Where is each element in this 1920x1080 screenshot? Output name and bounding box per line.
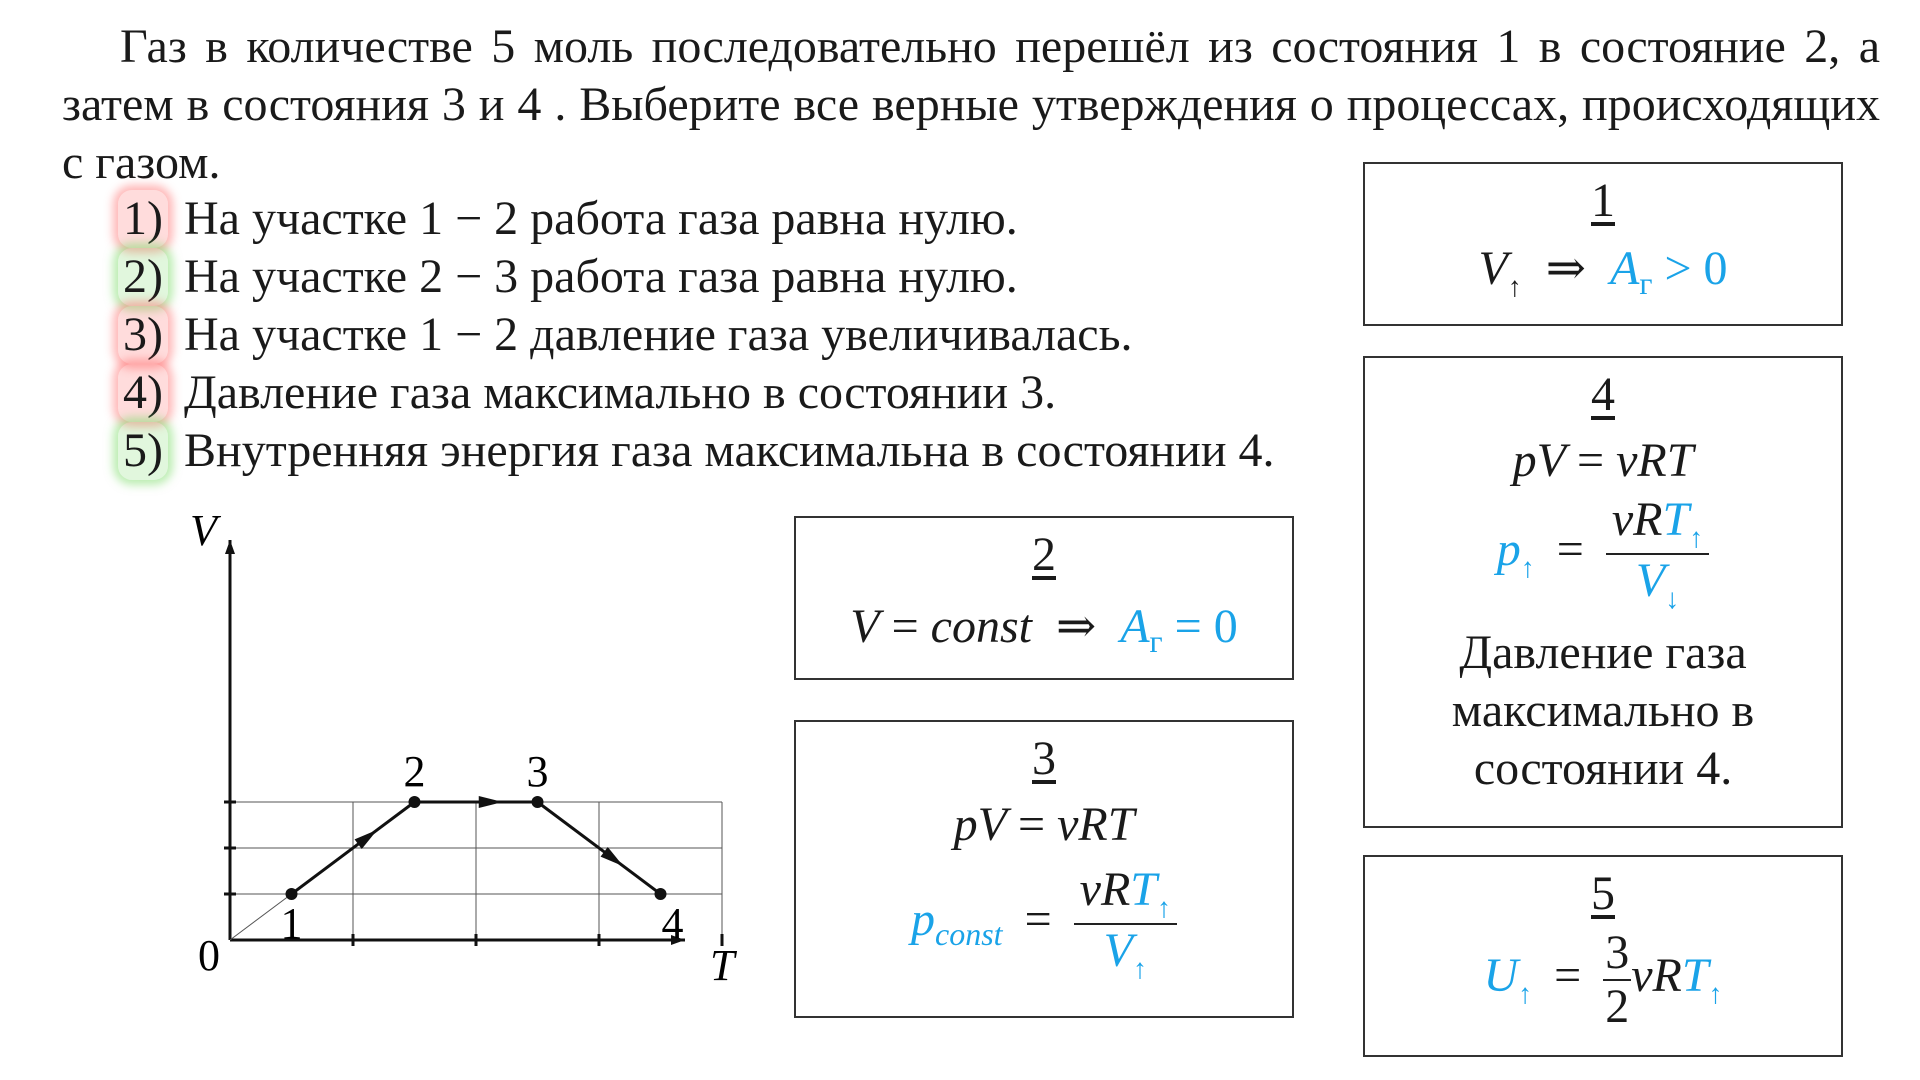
- equals-sign: =: [1577, 434, 1605, 487]
- conclusion-line: Давление газа: [1459, 626, 1747, 679]
- energy-symbol: U: [1483, 949, 1519, 1003]
- volume-symbol: V: [850, 600, 880, 653]
- box-title: 5: [1591, 867, 1615, 920]
- option-text: Внутренняя энергия газа максимальна в состоянии 4.: [183, 424, 1275, 477]
- numerator: νR: [1079, 863, 1131, 916]
- pressure-subscript: const: [935, 916, 1003, 953]
- box-title: 1: [1591, 174, 1615, 227]
- eq-rhs: νRT: [1616, 434, 1694, 487]
- box-title: 3: [1032, 732, 1056, 785]
- temperature-symbol: T: [1662, 493, 1690, 546]
- graph-grid: [230, 802, 722, 940]
- option-1[interactable]: [118, 190, 1275, 248]
- box-title: 4: [1591, 368, 1615, 421]
- answer-options: [118, 190, 1275, 480]
- option-number-correct: 5): [118, 422, 168, 480]
- denominator: V: [1635, 554, 1666, 607]
- denominator: 2: [1605, 980, 1630, 1033]
- temperature-symbol: T: [1130, 863, 1157, 916]
- solution-box-2: [794, 516, 1294, 680]
- fraction: [1074, 864, 1177, 984]
- up-arrow-icon: ↑: [1518, 979, 1533, 1011]
- up-arrow-icon: ↑: [1156, 893, 1171, 924]
- option-3[interactable]: [118, 306, 1275, 364]
- pressure-symbol: p: [1496, 523, 1521, 577]
- option-4[interactable]: [118, 364, 1275, 422]
- fraction: [1603, 927, 1631, 1033]
- conclusion-text: [1365, 624, 1841, 798]
- implies-icon: ⇒: [1055, 600, 1097, 653]
- option-text: На участке 1 − 2 давление газа увеличивалась.: [183, 308, 1133, 361]
- conclusion-line: состоянии 4.: [1473, 742, 1733, 795]
- question-text: Газ в количестве 5 моль последовательно перешёл из состояния 1 в состояние 2, а затем в состояния 3 и 4 . Выберите все верные утверждения о процессах, происходящих с газом.: [62, 20, 1880, 189]
- eq-lhs: pV: [1512, 434, 1566, 487]
- option-5[interactable]: [118, 422, 1275, 480]
- solution-box-1: [1363, 162, 1843, 326]
- down-arrow-icon: ↓: [1665, 584, 1680, 615]
- option-number-wrong: 3): [118, 306, 168, 364]
- fraction: [1606, 494, 1709, 614]
- volume-symbol: V: [1478, 242, 1508, 295]
- up-arrow-icon: ↑: [1708, 979, 1723, 1011]
- equals-sign: =: [891, 600, 919, 653]
- state-point-label: 3: [526, 747, 549, 796]
- option-2[interactable]: [118, 248, 1275, 306]
- pressure-symbol: p: [911, 893, 936, 947]
- solution-box-5: [1363, 855, 1843, 1057]
- work-symbol: A: [1120, 600, 1150, 653]
- state-point-label: 4: [661, 899, 684, 948]
- eq-lhs: pV: [953, 798, 1007, 851]
- work-relation: > 0: [1664, 242, 1728, 295]
- option-number-wrong: 1): [118, 190, 168, 248]
- state-point-label: 1: [280, 899, 303, 948]
- numerator: 3: [1605, 926, 1630, 979]
- work-subscript: г: [1639, 265, 1653, 301]
- equals-sign: =: [1556, 523, 1584, 577]
- state-point: [532, 796, 544, 808]
- work-subscript: г: [1149, 623, 1163, 659]
- conclusion-line: максимально в: [1451, 684, 1755, 737]
- state-point-label: 2: [403, 747, 426, 796]
- option-text: Давление газа максимально в состоянии 3.: [183, 366, 1057, 419]
- up-arrow-icon: ↑: [1689, 523, 1704, 554]
- direction-arrow-icon: [479, 796, 503, 808]
- up-arrow-icon: ↑: [1520, 553, 1535, 585]
- box-title: 2: [1032, 528, 1056, 581]
- solution-box-3: [794, 720, 1294, 1018]
- eq-rhs: νRT: [1057, 798, 1135, 851]
- y-axis-label: V: [190, 510, 217, 555]
- solution-box-4: [1363, 356, 1843, 828]
- work-relation: = 0: [1174, 600, 1238, 653]
- equals-sign: =: [1554, 949, 1582, 1003]
- option-text: На участке 1 − 2 работа газа равна нулю.: [183, 192, 1018, 245]
- equals-sign: =: [1018, 798, 1046, 851]
- x-axis-label: T: [710, 941, 735, 990]
- const-text: const: [930, 600, 1032, 653]
- up-arrow-icon: ↑: [1132, 954, 1147, 985]
- up-arrow-icon: ↑: [1507, 272, 1522, 303]
- rest-term: νR: [1631, 949, 1682, 1003]
- numerator: νR: [1611, 493, 1663, 546]
- option-number-correct: 2): [118, 248, 168, 306]
- implies-icon: ⇒: [1545, 242, 1586, 295]
- equals-sign: =: [1024, 893, 1052, 947]
- state-point: [409, 796, 421, 808]
- origin-label: 0: [198, 931, 220, 980]
- temperature-symbol: T: [1681, 949, 1709, 1003]
- vt-graph: [150, 510, 770, 1000]
- option-text: На участке 2 − 3 работа газа равна нулю.: [183, 250, 1018, 303]
- work-symbol: A: [1610, 242, 1640, 295]
- denominator: V: [1103, 924, 1133, 977]
- option-number-wrong: 4): [118, 364, 168, 422]
